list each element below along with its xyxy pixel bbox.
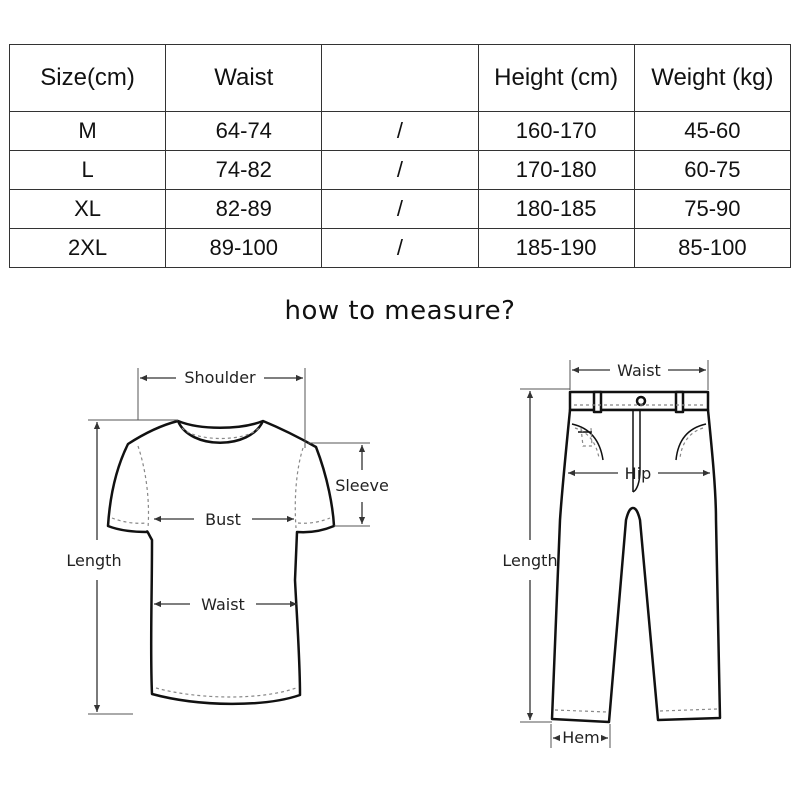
cell-height: 170-180 — [478, 151, 634, 190]
pants-waist-label: Waist — [617, 361, 661, 380]
cell-blank: / — [322, 112, 478, 151]
header-weight: Weight (kg) — [634, 45, 790, 112]
cell-height: 185-190 — [478, 229, 634, 268]
header-size: Size(cm) — [10, 45, 166, 112]
cell-size: XL — [10, 190, 166, 229]
cell-size: L — [10, 151, 166, 190]
bust-label: Bust — [205, 510, 241, 529]
table-row — [10, 112, 791, 151]
cell-waist: 74-82 — [166, 151, 322, 190]
cell-waist: 64-74 — [166, 112, 322, 151]
cell-weight: 85-100 — [634, 229, 790, 268]
cell-waist: 82-89 — [166, 190, 322, 229]
pants-length-label: Length — [502, 551, 558, 570]
cell-blank: / — [322, 151, 478, 190]
shoulder-label: Shoulder — [184, 368, 256, 387]
tshirt-illustration — [108, 421, 334, 704]
table-row — [10, 151, 791, 190]
cell-weight: 75-90 — [634, 190, 790, 229]
header-blank — [322, 45, 478, 112]
table-row — [10, 229, 791, 268]
cell-waist: 89-100 — [166, 229, 322, 268]
cell-height: 160-170 — [478, 112, 634, 151]
sleeve-label: Sleeve — [335, 476, 389, 495]
header-height: Height (cm) — [478, 45, 634, 112]
pants-illustration — [552, 392, 720, 722]
header-waist: Waist — [166, 45, 322, 112]
cell-blank: / — [322, 229, 478, 268]
table-row — [10, 190, 791, 229]
cell-size: M — [10, 112, 166, 151]
cell-weight: 60-75 — [634, 151, 790, 190]
shirt-waist-label: Waist — [201, 595, 245, 614]
cell-blank: / — [322, 190, 478, 229]
cell-weight: 45-60 — [634, 112, 790, 151]
shirt-length-label: Length — [66, 551, 122, 570]
size-chart-table — [9, 44, 791, 268]
cell-size: 2XL — [10, 229, 166, 268]
hem-label: Hem — [562, 728, 600, 747]
table-header-row — [10, 45, 791, 112]
measurement-diagram — [0, 340, 800, 800]
cell-height: 180-185 — [478, 190, 634, 229]
hip-label: Hip — [624, 464, 652, 483]
how-to-measure-title: how to measure? — [284, 296, 516, 326]
